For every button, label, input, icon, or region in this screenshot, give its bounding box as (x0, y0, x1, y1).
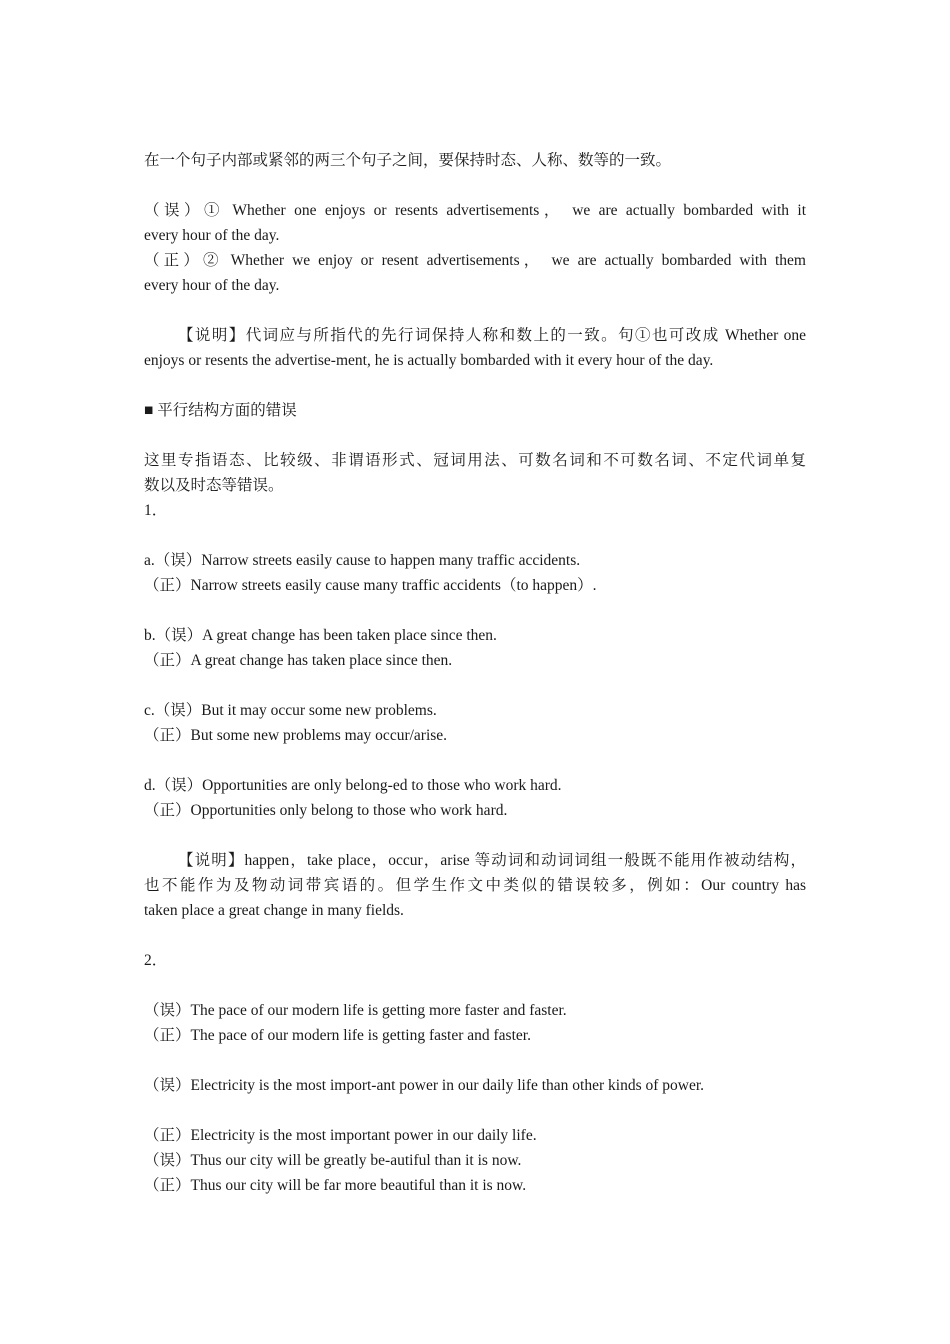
example-right-line: （正）Thus our city will be far more beautiful than it is now. (144, 1177, 527, 1194)
spacer (144, 1048, 806, 1073)
example-right-line: （正）But some new problems may occur/arise. (144, 727, 448, 744)
spacer (144, 298, 806, 323)
spacer (144, 373, 806, 398)
note-paragraph: enjoys or resents the advertise-ment, he is actually bombarded with it every hour of the day. (144, 352, 714, 369)
example-wrong-line: a.（误）Narrow streets easily cause to happen many traffic accidents. (144, 552, 581, 569)
note-paragraph: 也不能作为及物动词带宾语的。但学生作文中类似的错误较多，例如：Our country has (144, 877, 806, 894)
spacer (144, 523, 806, 548)
example-right-line: （正）The pace of our modern life is getting faster and faster. (144, 1027, 531, 1044)
example-wrong-line: （误）Thus our city will be greatly be-autiful than it is now. (144, 1152, 522, 1169)
spacer (144, 973, 806, 998)
example-wrong-line: b.（误）A great change has been taken place since then. (144, 627, 497, 644)
spacer (144, 673, 806, 698)
example-wrong-line: d.（误）Opportunities are only belong-ed to those who work hard. (144, 777, 562, 794)
example-wrong-line: （误）① Whether one enjoys or resents advertisements， we are actually bombarded with it (144, 202, 806, 219)
spacer (144, 423, 806, 448)
example-wrong-line: （误）The pace of our modern life is getting more faster and faster. (144, 1002, 567, 1019)
spacer (144, 823, 806, 848)
example-right-line: （正）Opportunities only belong to those who work hard. (144, 802, 508, 819)
section-heading: ■ 平行结构方面的错误 (144, 402, 297, 419)
example-right-line: （正）Narrow streets easily cause many traffic accidents（to happen）. (144, 577, 597, 594)
item-number: 1． (144, 502, 168, 519)
example-right-line: every hour of the day. (144, 277, 280, 294)
spacer (144, 598, 806, 623)
document-page (144, 148, 806, 1198)
note-paragraph: 【说明】happen，take place，occur，arise 等动词和动词词组一般既不能用作被动结构， (178, 852, 806, 869)
example-right-line: （正）A great change has taken place since then. (144, 652, 453, 669)
section-intro: 这里专指语态、比较级、非谓语形式、冠词用法、可数名词和不可数名词、不定代词单复 (144, 452, 806, 469)
intro-paragraph: 在一个句子内部或紧邻的两三个句子之间，要保持时态、人称、数等的一致。 (144, 152, 672, 169)
spacer (144, 1098, 806, 1123)
note-paragraph: 【说明】代词应与所指代的先行词保持人称和数上的一致。句①也可改成 Whether one (178, 327, 806, 344)
example-wrong-line: c.（误）But it may occur some new problems. (144, 702, 437, 719)
note-paragraph: taken place a great change in many fields. (144, 902, 404, 919)
example-wrong-line: （误）Electricity is the most import-ant power in our daily life than other kinds of power. (144, 1077, 705, 1094)
section-intro: 数以及时态等错误。 (144, 477, 284, 494)
example-right-line: （正）Electricity is the most important power in our daily life. (144, 1127, 537, 1144)
spacer (144, 173, 806, 198)
item-number: 2． (144, 952, 168, 969)
example-wrong-line: every hour of the day. (144, 227, 280, 244)
spacer (144, 923, 806, 948)
example-right-line: （正）② Whether we enjoy or resent advertisements， we are actually bombarded with them (144, 252, 806, 269)
spacer (144, 748, 806, 773)
